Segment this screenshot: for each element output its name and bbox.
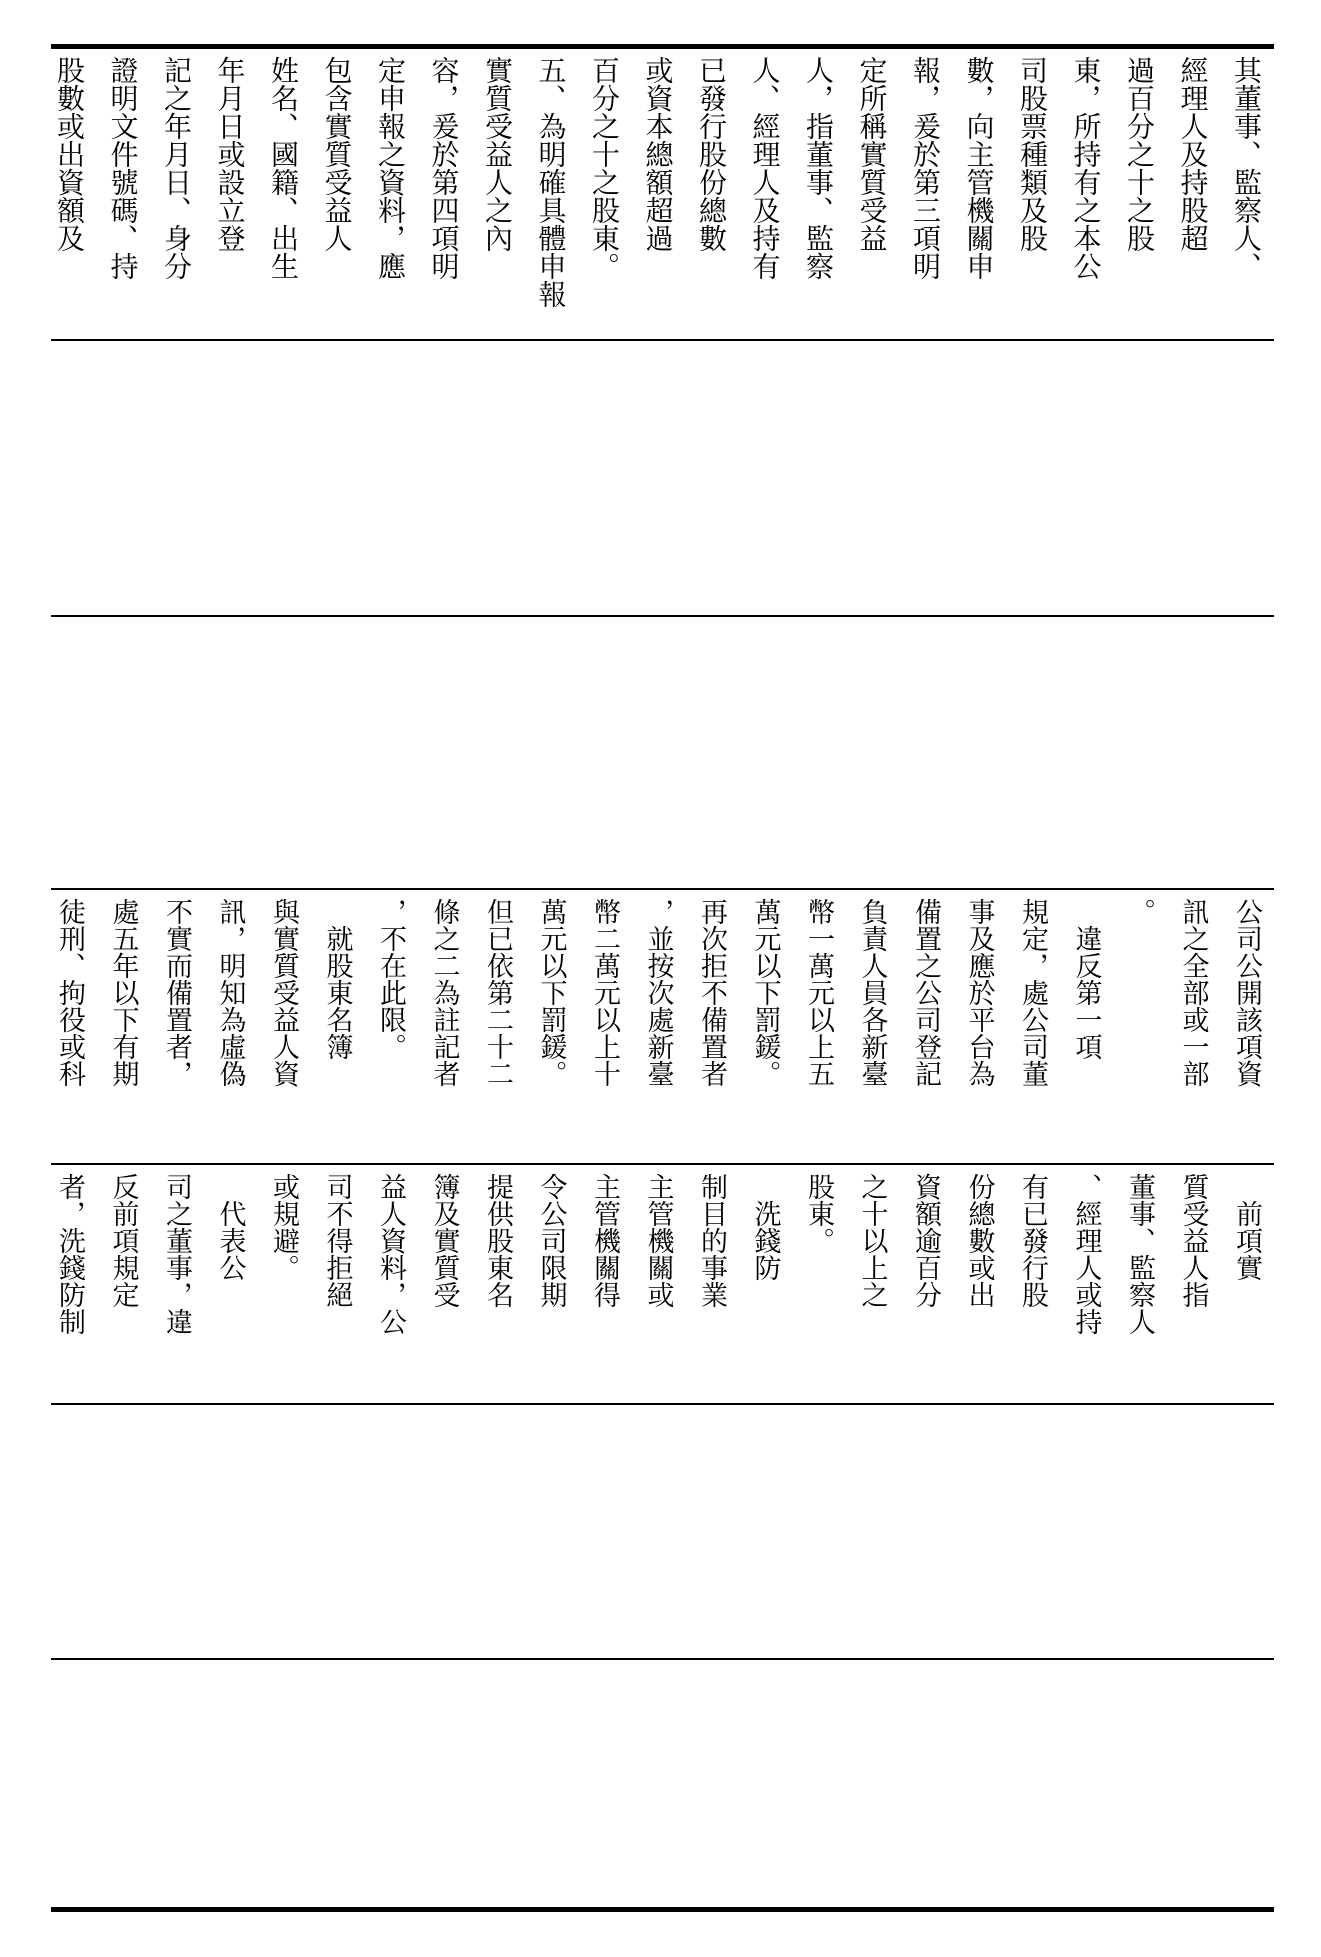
section2-line: 就股東名簿 [321, 898, 353, 1060]
section3-line: 反前項規定 [107, 1173, 139, 1308]
section3-line: 司不得拒絕 [321, 1173, 353, 1308]
divider-3 [51, 888, 1274, 890]
section1-line: 實質受益人之內 [481, 56, 514, 252]
section1-line: 司股票種類及股 [1016, 56, 1049, 252]
section3-line: 份總數或出 [963, 1173, 995, 1308]
divider-4 [51, 1163, 1274, 1165]
section3-line: 主管機關或 [642, 1173, 674, 1308]
section1-line: 人、經理人及持有 [748, 56, 782, 280]
divider-5 [51, 1403, 1274, 1405]
section1-line: 報，爰於第三項明 [909, 56, 942, 280]
section1-line: 或資本總額超過 [641, 56, 675, 252]
section2-line: 再次拒不備置者 [696, 898, 727, 1087]
section1-line: 百分之十之股東。 [588, 56, 621, 280]
section3-line: 代表公 [214, 1173, 246, 1281]
section1-line: 證明文件號碼、持 [106, 56, 140, 280]
section1-line: 人，指董事、監察 [802, 56, 835, 280]
section2-line: 但已依第二十二 [482, 898, 513, 1087]
section1-line: 五、為明確具體申報 [534, 56, 568, 308]
section3-line: 之十以上之 [856, 1173, 888, 1308]
section1-line: 股數或出資額及 [53, 56, 86, 252]
section3-line: 司之董事，違 [161, 1173, 192, 1335]
section2-line: 備置之公司登記 [910, 898, 941, 1087]
section1-line: 經理人及持股超 [1176, 56, 1210, 252]
section3-line: 制目的事業 [696, 1173, 727, 1308]
section1-line: 其董事、監察人、 [1230, 56, 1263, 280]
section2-line: 訊，明知為虛偽 [214, 898, 246, 1087]
section3-line: 有已發行股 [1017, 1173, 1048, 1308]
section3-line: 益人資料，公 [375, 1173, 406, 1335]
section2-line: 負責人員各新臺 [856, 898, 888, 1087]
section1-line: 過百分之十之股 [1123, 56, 1156, 252]
section2-line: 處五年以下有期 [107, 898, 139, 1087]
section2-line: 與實質受益人資 [268, 898, 299, 1087]
section1-line: 包含實質受益人 [320, 56, 354, 252]
section2-line: 徒刑、拘役或科 [54, 898, 85, 1087]
section1-line: 已發行股份總數 [695, 56, 728, 252]
top-rule [51, 44, 1274, 49]
section1-line: 東，所持有之本公 [1069, 56, 1103, 280]
section3-line: 股東。 [803, 1173, 834, 1254]
section1-line: 定所稱實質受益 [855, 56, 889, 252]
section2-line: 訊之全部或一部 [1177, 898, 1209, 1087]
section2-line: 事及應於平台為 [963, 898, 995, 1087]
divider-2 [51, 615, 1274, 617]
section3-line: 主管機關得 [589, 1173, 620, 1308]
section3-line: 前項實 [1231, 1173, 1262, 1281]
section3-line: 、經理人或持 [1070, 1173, 1102, 1335]
section2-line: ，不在此限。 [375, 898, 406, 1060]
section1-line: 姓名、國籍、出生 [267, 56, 300, 280]
section2-line: 萬元以下罰鍰。 [535, 898, 567, 1087]
bottom-rule [51, 1907, 1274, 1912]
section2-line: 規定，處公司董 [1017, 898, 1048, 1087]
section3-line: 董事、監察人 [1124, 1173, 1155, 1335]
section3-line: 簿及實質受 [428, 1173, 460, 1308]
section1-line: 容，爰於第四項明 [427, 56, 461, 280]
section1-line: 定申報之資料，應 [374, 56, 407, 280]
section3-line: 洗錢防 [749, 1173, 781, 1281]
section1-line: 年月日或設立登 [213, 56, 247, 252]
section2-line: 違反第一項 [1070, 898, 1102, 1060]
section3-line: 或規避。 [268, 1173, 299, 1281]
section3-line: 質受益人指 [1177, 1173, 1209, 1308]
section3-line: 令公司限期 [535, 1173, 567, 1308]
section2-line: ，並按次處新臺 [642, 898, 674, 1087]
section1-line: 數，向主管機關申 [962, 56, 996, 280]
section2-line: 公司公開該項資 [1231, 898, 1262, 1087]
divider-1 [51, 339, 1274, 341]
section3-line: 者，洗錢防制 [54, 1173, 85, 1335]
section2-line: 萬元以下罰鍰。 [749, 898, 781, 1087]
section2-line: 不實而備置者， [161, 898, 192, 1087]
section3-line: 資額逾百分 [910, 1173, 941, 1308]
divider-6 [51, 1658, 1274, 1660]
section2-line: 。 [1124, 898, 1155, 925]
section1-line: 記之年月日、身分 [160, 56, 193, 280]
section3-line: 提供股東名 [482, 1173, 513, 1308]
section2-line: 幣一萬元以上五 [803, 898, 834, 1087]
section2-line: 幣二萬元以上十 [589, 898, 620, 1087]
section2-line: 條之二為註記者 [428, 898, 460, 1087]
